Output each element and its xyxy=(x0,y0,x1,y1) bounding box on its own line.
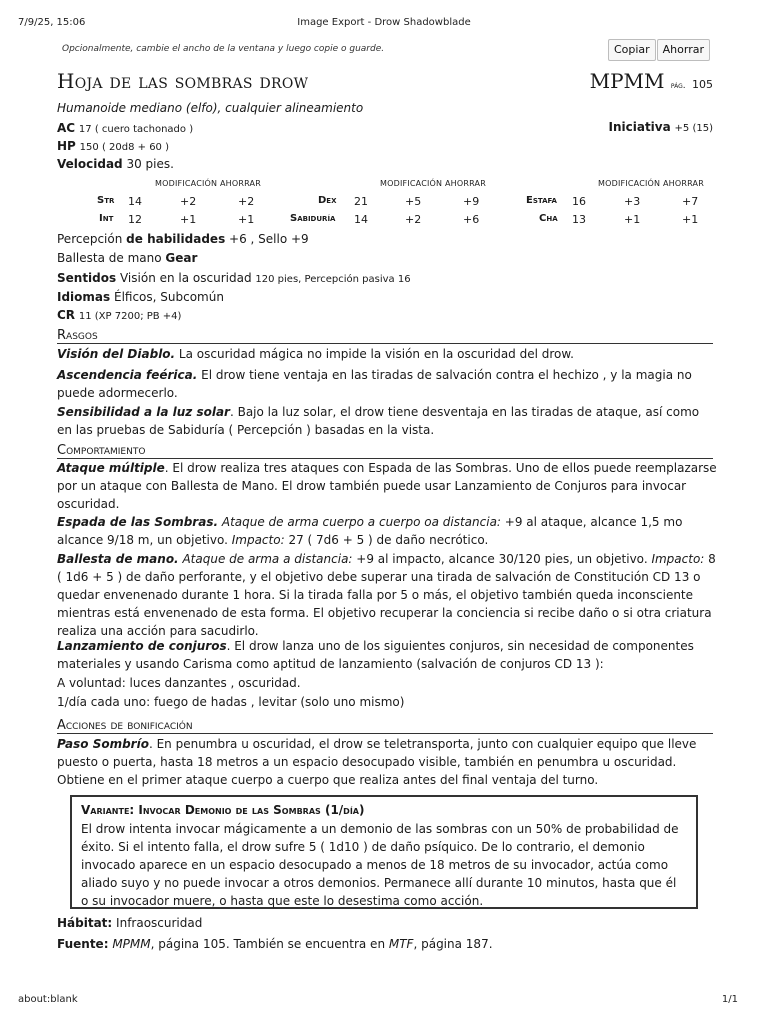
action-spellcasting xyxy=(57,637,717,673)
action-name: Paso Sombrío xyxy=(57,737,149,751)
speed-label: Velocidad xyxy=(57,157,123,171)
action-text: 8 ( 1d6 + 5 ) de daño perforante, y el objetivo debe superar una tirada de salvación de Constitución CD 13 o quedar envenenado durante 1 hora. Si la tirada falla por 5 o más, el objetivo también queda inconsciente mientras está envenenado de esta forma. El objetivo recuperar la conciencia si recibe daño o si otra criatura realiza una acción para sacudirlo. xyxy=(57,552,716,638)
source-page-label: pág. xyxy=(670,81,686,91)
action-text: . En penumbra u oscuridad, el drow se teletransporta, junto con cualquier equipo que lleve puesto o puerta, hasta 18 metros a un espacio desocupado visible, también en penumbra u oscuridad. Obtiene en el primer ataque cuerpo a cuerpo que realiza antes del final ventaja del turno. xyxy=(57,737,697,787)
ability-mod: +2 xyxy=(405,213,422,226)
ability-save: +2 xyxy=(238,195,255,208)
ability-mod: +5 xyxy=(405,195,422,208)
ability-name: Estafa xyxy=(526,195,557,206)
habitat-label: Hábitat: xyxy=(57,916,113,930)
gear xyxy=(57,250,713,266)
skills-value: +6 , Sello +9 xyxy=(229,232,309,246)
resize-hint: Opcionalmente, cambie el ancho de la ventana y luego copie o guarde. xyxy=(62,44,385,54)
source-info xyxy=(57,936,713,952)
action-name: Ballesta de mano. xyxy=(57,552,179,566)
print-url: about:blank xyxy=(18,994,78,1005)
copy-button[interactable]: Copiar xyxy=(608,39,656,61)
print-page-number: 1/1 xyxy=(721,994,738,1005)
skills-pre: Percepción xyxy=(57,232,123,246)
speed xyxy=(57,156,713,172)
monster-source xyxy=(590,69,713,93)
action-name: Lanzamiento de conjuros xyxy=(57,639,227,653)
bonus-shadow-step xyxy=(57,735,717,789)
trait-sunlight-sensitivity xyxy=(57,403,717,439)
save-button[interactable]: Ahorrar xyxy=(657,39,710,61)
initiative xyxy=(609,120,714,134)
ability-col-header-1: MODIFICACIÓN AHORRAR xyxy=(155,179,261,188)
ability-save: +7 xyxy=(682,195,699,208)
ability-col-header-3: MODIFICACIÓN AHORRAR xyxy=(598,179,704,188)
spells-daily: 1/día cada uno: fuego de hadas , levitar (solo uno mismo) xyxy=(57,695,405,709)
section-actions: Comportamiento xyxy=(57,443,713,459)
ability-save: +6 xyxy=(463,213,480,226)
ability-mod: +1 xyxy=(180,213,197,226)
ability-score: 14 xyxy=(354,213,368,226)
trait-text: . Bajo la luz solar, el drow tiene desventaja en las tiradas de ataque, así como en las pruebas de Sabiduría ( Percepción ) basadas en la vista. xyxy=(57,405,700,437)
ability-name: Cha xyxy=(539,213,558,224)
source-text-a: , página 105. También se encuentra en xyxy=(150,937,389,951)
monster-name: Hoja de las sombras drow xyxy=(57,69,309,93)
variant-box xyxy=(70,795,698,909)
ability-score: 16 xyxy=(572,195,586,208)
spells-at-will: A voluntad: luces danzantes , oscuridad. xyxy=(57,676,301,690)
trait-text: La oscuridad mágica no impide la visión en la oscuridad del drow. xyxy=(175,347,574,361)
source-label: Fuente: xyxy=(57,937,109,951)
gear-pre: Ballesta de mano xyxy=(57,251,162,265)
skills-label: de habilidades xyxy=(126,232,226,246)
senses xyxy=(57,270,713,288)
print-datetime: 7/9/25, 15:06 xyxy=(18,17,86,28)
initiative-label: Iniciativa xyxy=(608,120,671,134)
action-multiattack xyxy=(57,459,717,513)
ability-save: +1 xyxy=(238,213,255,226)
trait-name: Visión del Diablo. xyxy=(57,347,176,361)
monster-type: Humanoide mediano (elfo), cualquier alineamiento xyxy=(57,101,364,115)
hit-points xyxy=(57,138,713,156)
variant-title: Variante: Invocar Demonio de las Sombras (1/día) xyxy=(81,803,365,817)
attack-type: Ataque de arma cuerpo a cuerpo oa distancia: xyxy=(221,515,501,529)
source-page-number: 105 xyxy=(692,78,713,91)
ability-name: Dex xyxy=(318,195,337,206)
trait-devils-sight xyxy=(57,345,717,363)
challenge-rating xyxy=(57,307,713,325)
trait-name: Sensibilidad a la luz solar xyxy=(57,405,230,419)
source-book-b: MTF xyxy=(388,937,414,951)
impact-label: Impacto: xyxy=(651,552,705,566)
export-toolbar xyxy=(608,39,710,61)
variant-text: El drow intenta invocar mágicamente a un demonio de las sombras con un 50% de probabilidad de éxito. Si el intento falla, el drow sufre 5 ( 1d10 ) de daño psíquico. De lo contrario, el demonio invocado aparece en un espacio desocupado a menos de 18 metros de su invocador, actúa como aliado suyo y no puede invocar a otros demonios. Permanece allí durante 10 minutos, hasta que él o su invocador muere, o hasta que este lo desestima como acción. xyxy=(81,822,679,908)
attack-type: Ataque de arma a distancia: xyxy=(182,552,353,566)
languages xyxy=(57,289,713,305)
section-traits: Rasgos xyxy=(57,328,713,344)
action-text: . El drow realiza tres ataques con Espada de las Sombras. Uno de ellos puede reemplazarse por un ataque con Ballesta de Mano. El drow también puede usar Lanzamiento de Conjuros para invocar oscuridad. xyxy=(57,461,717,511)
senses-value-2: 120 pies, Percepción pasiva 16 xyxy=(255,274,411,285)
action-name: Espada de las Sombras. xyxy=(57,515,219,529)
ability-name: Sabiduría xyxy=(290,213,336,224)
languages-label: Idiomas xyxy=(57,290,111,304)
action-name: Ataque múltiple xyxy=(57,461,165,475)
cr-label: CR xyxy=(57,308,76,322)
ability-mod: +3 xyxy=(624,195,641,208)
source-text-b: , página 187. xyxy=(413,937,493,951)
print-title: Image Export - Drow Shadowblade xyxy=(297,17,471,28)
ac-value: 17 ( cuero tachonado ) xyxy=(78,124,194,135)
trait-text: El drow tiene ventaja en las tiradas de salvación contra el hechizo , y la magia no puede adormecerlo. xyxy=(57,368,692,400)
action-text: . El drow lanza uno de los siguientes conjuros, sin necesidad de componentes materiales y usando Carisma como aptitud de lanzamiento (salvación de conjuros CD 13 ): xyxy=(57,639,694,671)
skills xyxy=(57,231,713,247)
hp-label: HP xyxy=(57,139,76,153)
action-hand-crossbow xyxy=(57,550,717,640)
speed-value: 30 pies. xyxy=(126,157,174,171)
initiative-value: +5 (15) xyxy=(674,123,713,134)
gear-label: Gear xyxy=(165,251,198,265)
impact-label: Impacto: xyxy=(231,533,285,547)
ability-name: Str xyxy=(97,195,115,206)
habitat xyxy=(57,915,713,931)
source-book: MPMM xyxy=(589,69,665,93)
ability-save: +9 xyxy=(463,195,480,208)
ability-score: 21 xyxy=(354,195,368,208)
ability-save: +1 xyxy=(682,213,699,226)
section-bonus-actions: Acciones de bonificación xyxy=(57,718,713,734)
action-text: +9 al impacto, alcance 30/120 pies, un objetivo. xyxy=(352,552,652,566)
cr-value: 11 (XP 7200; PB +4) xyxy=(78,311,182,322)
ability-score: 13 xyxy=(572,213,586,226)
senses-value: Visión en la oscuridad xyxy=(119,271,252,285)
ability-score: 14 xyxy=(128,195,142,208)
source-book-a: MPMM xyxy=(112,937,151,951)
senses-label: Sentidos xyxy=(57,271,117,285)
action-text: +9 al ataque, alcance 1,5 mo alcance 9/18 m, un objetivo. xyxy=(57,515,683,547)
ability-mod: +2 xyxy=(180,195,197,208)
ability-col-header-2: MODIFICACIÓN AHORRAR xyxy=(380,179,486,188)
hp-value: 150 ( 20d8 + 60 ) xyxy=(79,142,169,153)
ac-label: AC xyxy=(57,121,76,135)
habitat-value: Infraoscuridad xyxy=(116,916,203,930)
action-shadow-blade xyxy=(57,513,717,549)
languages-value: Élficos, Subcomún xyxy=(113,290,224,304)
ability-name: Int xyxy=(99,213,114,224)
trait-fey-ancestry xyxy=(57,366,717,402)
trait-name: Ascendencia feérica. xyxy=(57,368,198,382)
ability-mod: +1 xyxy=(624,213,641,226)
action-text: 27 ( 7d6 + 5 ) de daño necrótico. xyxy=(284,533,489,547)
ability-score: 12 xyxy=(128,213,142,226)
